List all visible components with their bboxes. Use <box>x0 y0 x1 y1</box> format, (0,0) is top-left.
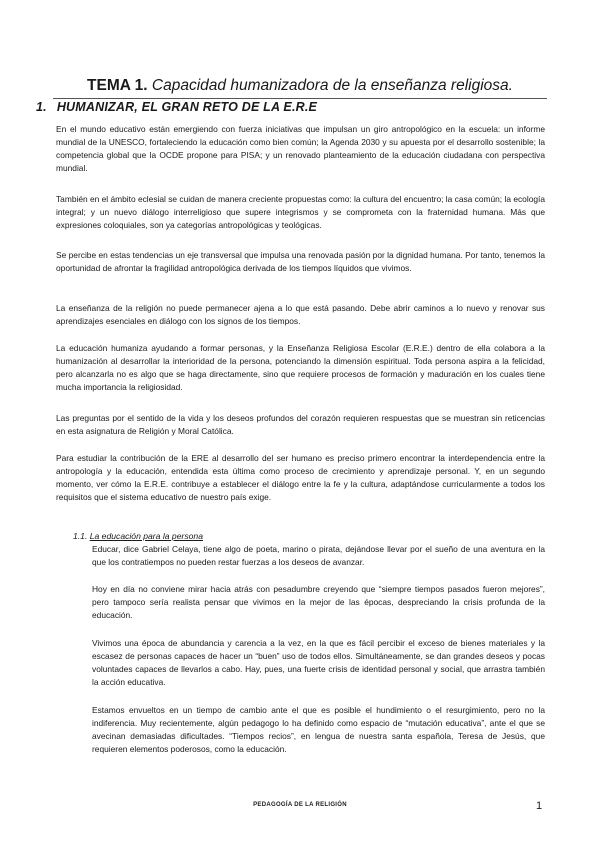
subsection-number: 1.1. <box>73 531 88 541</box>
subsection-paragraph: Estamos envueltos en un tiempo de cambio ante el que es posible el hundimiento o el resurgimiento, pero no la indiferencia. Muy recientemente, algún pedagogo lo ha definido como espacio de “mutación educativa”, ante el que se avecinan demasiadas dificultades. “Tiempos recios”, en lengua de nuestra santa española, Teresa de Jesús, que requieren elementos poderosos, como la educación. <box>92 705 545 754</box>
subsection-paragraph: Educar, dice Gabriel Celaya, tiene algo de poeta, marino o pirata, dejándose llevar por el sueño de una aventura en la que los contratiempos no pueden restar fuerzas a los deseos de avanzar. <box>92 544 545 567</box>
page-footer: PEDAGOGÍA DE LA RELIGIÓN <box>253 802 347 808</box>
paragraph: Las preguntas por el sentido de la vida y los deseos profundos del corazón requieren respuestas que se muestran sin reticencias en esta asignatura de Religión y Moral Católica. <box>56 413 545 436</box>
title-number: TEMA 1. <box>87 77 148 94</box>
paragraph: También en el ámbito eclesial se cuidan de manera creciente propuestas como: la cultura del encuentro; la casa común; la ecología integral; y un nuevo diálogo interreligioso que supere integrismos y se comprometa con la fraternidad humana. Más que expresiones coloquiales, son ya categorías antropológicas y teológicas. <box>56 194 545 230</box>
page-title <box>0 76 600 96</box>
subsection-heading <box>73 531 203 541</box>
title-text: Capacidad humanizadora de la enseñanza religiosa. <box>151 77 513 94</box>
paragraph: Para estudiar la contribución de la ERE al desarrollo del ser humano es preciso primero encontrar la interdependencia entre la antropología y la educación, entendida esta última como proceso de crecimiento y aprendizaje personal. Y, en un segundo momento, ver cómo la E.R.E. contribuye a establecer el diálogo entre la fe y la cultura, adaptándose curricularmente a todos los requisitos que el sistema educativo de nuestro país exige. <box>56 453 545 502</box>
page-number: 1 <box>536 800 543 812</box>
paragraph: Se percibe en estas tendencias un eje transversal que impulsa una renovada pasión por la dignidad humana. Por tanto, tenemos la oportunidad de afrontar la fragilidad antropológica derivada de los tiempos líquidos que vivimos. <box>56 250 545 273</box>
subsection-paragraph: Hoy en día no conviene mirar hacia atrás con pesadumbre creyendo que “siempre tiempos pasados fueron mejores”, pero tampoco sería realista pensar que vivimos en la mejor de las épocas, despreciando la crisis profunda de la educación. <box>92 584 545 620</box>
section-number: 1. <box>36 100 47 114</box>
paragraph: La enseñanza de la religión no puede permanecer ajena a lo que está pasando. Debe abrir caminos a lo nuevo y renovar sus aprendizajes esenciales en diálogo con los signos de los tiempos. <box>56 303 545 326</box>
paragraph: La educación humaniza ayudando a formar personas, y la Enseñanza Religiosa Escolar (E.R.E.) dentro de ella colabora a la humanización al desarrollar la interioridad de la persona, potenciando la dimensión espiritual. Toda persona aspira a la felicidad, pero alcanzarla no es algo que se haga directamente, sino que requiere procesos de formación y maduración en los cuales tiene mucha importancia la religiosidad. <box>56 343 545 392</box>
section-title: HUMANIZAR, EL GRAN RETO DE LA E.R.E <box>56 100 318 114</box>
subsection-paragraph: Vivimos una época de abundancia y carencia a la vez, en la que es fácil percibir el exceso de bienes materiales y la escasez de personas capaces de hacer un “buen” uso de todos ellos. Simultáneamente, se dan grandes deseos y pocas voluntades capaces de llevarlos a cabo. Hay, pues, una fuerte crisis de identidad personal y social, que arrastra también la acción educativa. <box>92 638 545 687</box>
title-underline <box>53 98 547 99</box>
paragraph: En el mundo educativo están emergiendo con fuerza iniciativas que impulsan un giro antropológico en la escuela: un informe mundial de la UNESCO, fortaleciendo la educación como bien común; la Agenda 2030 y su apuesta por el desarrollo sostenible; la competencia global que la OCDE propone para PISA; y un renovado planteamiento de la educación ciudadana con perspectiva mundial. <box>56 124 545 173</box>
section-heading <box>36 100 317 114</box>
subsection-title: La educación para la persona <box>89 531 203 541</box>
